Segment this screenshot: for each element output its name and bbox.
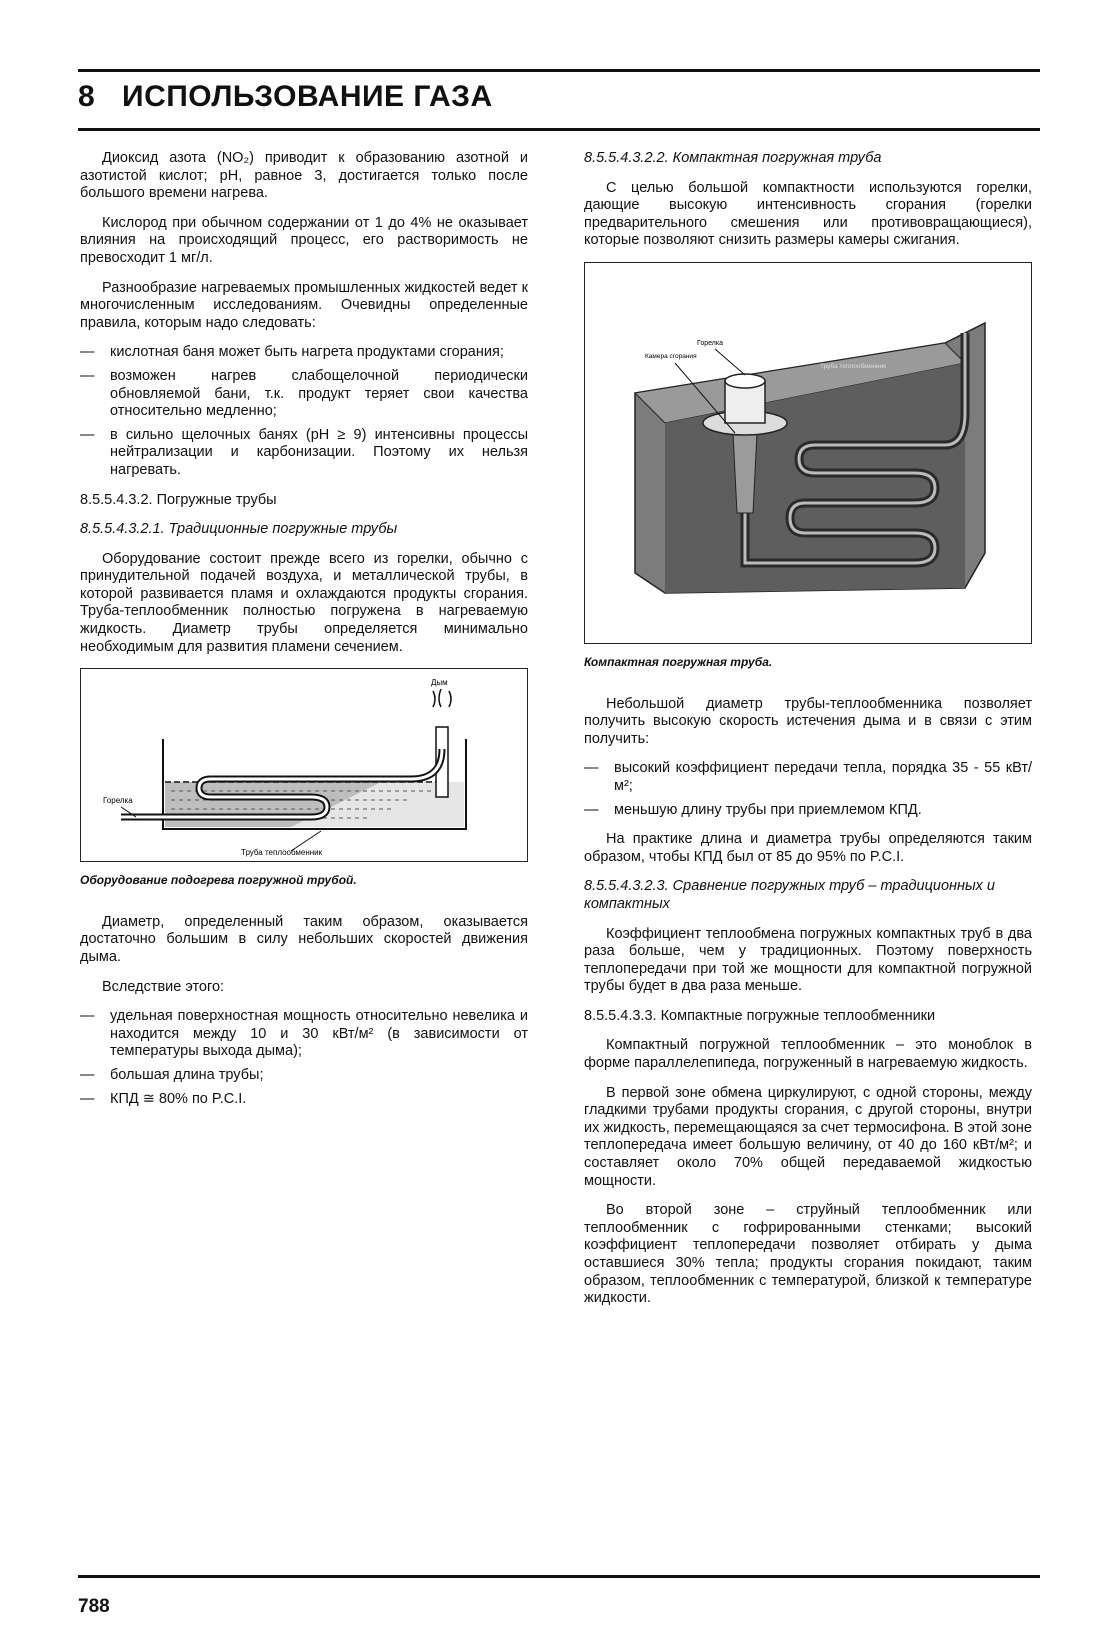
paragraph: Вследствие этого:	[102, 978, 225, 995]
paragraph: Кислород при обычном содержании от 1 до 4% не оказывает влияния на происходящий процесс, его растворимость не превосходит 1 мг/л.	[80, 214, 528, 266]
figure-traditional-tube	[80, 668, 528, 862]
page-number: 788	[78, 1596, 110, 1617]
subsection-heading: 8.5.5.4.3.2.1. Традиционные погружные трубы	[80, 521, 398, 538]
tube-label: Труба теплообменник	[820, 362, 886, 370]
burner-label: Горелка	[103, 796, 133, 806]
list-item: — удельная поверхностная мощность относительно невелика и находится между 10 и 30 кВт/м² (в зависимости от температуры выхода дыма);	[80, 1008, 528, 1061]
smoke-label: Дым	[431, 678, 448, 688]
compact-tube-drawing	[585, 263, 1030, 643]
left-column	[80, 150, 528, 1120]
list-item: — высокий коэффициент передачи тепла, порядка 35 - 55 кВт/м²;	[584, 760, 1032, 795]
list-item: — большая длина трубы;	[80, 1067, 528, 1085]
paragraph: В первой зоне обмена циркулируют, с одной стороны, между гладкими трубами продукты сгорания, с другой стороны, внутри их жидкость, перемещающаяся за счет термосифона. В этой зоне теплопередача имеет большую величину, от 40 до 160 кВт/м²; и составляет около 70% общей передаваемой жидкостью мощности.	[584, 1084, 1032, 1189]
bullet-list	[80, 344, 528, 479]
paragraph: На практике длина и диаметра трубы определяются таким образом, чтобы КПД был от 85 до 95% по P.C.I.	[584, 831, 1032, 865]
top-rule	[78, 69, 1040, 72]
chapter-title: ИСПОЛЬЗОВАНИЕ ГАЗА	[122, 80, 493, 113]
list-item: — возможен нагрев слабощелочной периодически обновляемой бани, т.к. продукт теряет свои качества относительно медленно;	[80, 368, 528, 421]
bullet-list	[80, 1008, 528, 1108]
paragraph: Во второй зоне – струйный теплообменник или теплообменник с гофрированными стенками; высокий коэффициент теплопередачи позволяет отбирать у дыма оставшиеся 30% тепла; продукты сгорания покидают, таким образом, теплообменник с температурой, близкой к температуре жидкости.	[584, 1202, 1032, 1307]
subsection-heading: 8.5.5.4.3.2.3. Сравнение погружных труб – традиционных и компактных	[584, 878, 995, 912]
header-rule	[78, 128, 1040, 131]
section-heading: 8.5.5.4.3.2. Погружные трубы	[80, 491, 277, 508]
right-column	[584, 150, 1032, 1320]
bullet-list	[584, 760, 1032, 819]
chapter-number: 8	[78, 80, 95, 113]
figure-caption: Компактная погружная труба.	[584, 654, 773, 669]
list-item: — меньшую длину трубы при приемлемом КПД.	[584, 802, 1032, 820]
paragraph: Небольшой диаметр трубы-теплообменника позволяет получить высокую скорость истечения дыма и в связи с этим получить:	[584, 695, 1032, 747]
paragraph: Диоксид азота (NO₂) приводит к образованию азотной и азотистой кислот; pH, равное 3, достигается только после большого времени нагрева.	[80, 150, 528, 202]
section-heading: 8.5.5.4.3.3. Компактные погружные теплообменники	[584, 1007, 936, 1024]
tube-label: Труба теплообменник	[241, 848, 323, 858]
list-item: — КПД ≅ 80% по P.C.I.	[80, 1091, 528, 1109]
paragraph: С целью большой компактности используются горелки, дающие высокую интенсивность сгорания (горелки предварительного смешения или противовращающиеся), которые позволяют снизить размеры камеры сжигания.	[584, 179, 1032, 249]
figure-caption: Оборудование подогрева погружной трубой.	[80, 873, 357, 888]
paragraph: Оборудование состоит прежде всего из горелки, обычно с принудительной подачей воздуха, и металлической трубы, в которой развивается пламя и охлаждаются продукты сгорания. Труба-теплообменник полностью погружена в нагреваемую жидкость. Диаметр трубы определяется минимально необходимым для развития пламени сечением.	[80, 550, 528, 655]
figure-compact-tube	[584, 262, 1032, 644]
list-item: — кислотная баня может быть нагрета продуктами сгорания;	[80, 344, 528, 362]
paragraph: Коэффициент теплообмена погружных компактных труб в два раза больше, чем у традиционных. Поэтому поверхность теплопередачи при той же мощности для компактной погружной трубы будет в два раза меньше.	[584, 925, 1032, 995]
list-item: — в сильно щелочных банях (pH ≥ 9) интенсивны процессы нейтрализации и карбонизации. Поэтому их нельзя нагревать.	[80, 427, 528, 480]
paragraph: Компактный погружной теплообменник – это моноблок в форме параллелепипеда, погруженный в нагреваемую жидкость.	[584, 1037, 1032, 1072]
traditional-tube-drawing	[81, 669, 526, 861]
paragraph: Диаметр, определенный таким образом, оказывается достаточно большим в силу небольших скоростей движения дыма.	[80, 913, 528, 966]
chapter-header	[78, 78, 1040, 124]
chamber-label: Камера сгорания	[645, 352, 697, 360]
subsection-heading: 8.5.5.4.3.2.2. Компактная погружная труба	[584, 150, 882, 166]
footer-rule	[78, 1575, 1040, 1578]
paragraph: Разнообразие нагреваемых промышленных жидкостей ведет к многочисленным исследованиям. Очевидны определенные правила, которым надо следовать:	[80, 279, 528, 331]
burner-label: Горелка	[697, 339, 723, 347]
